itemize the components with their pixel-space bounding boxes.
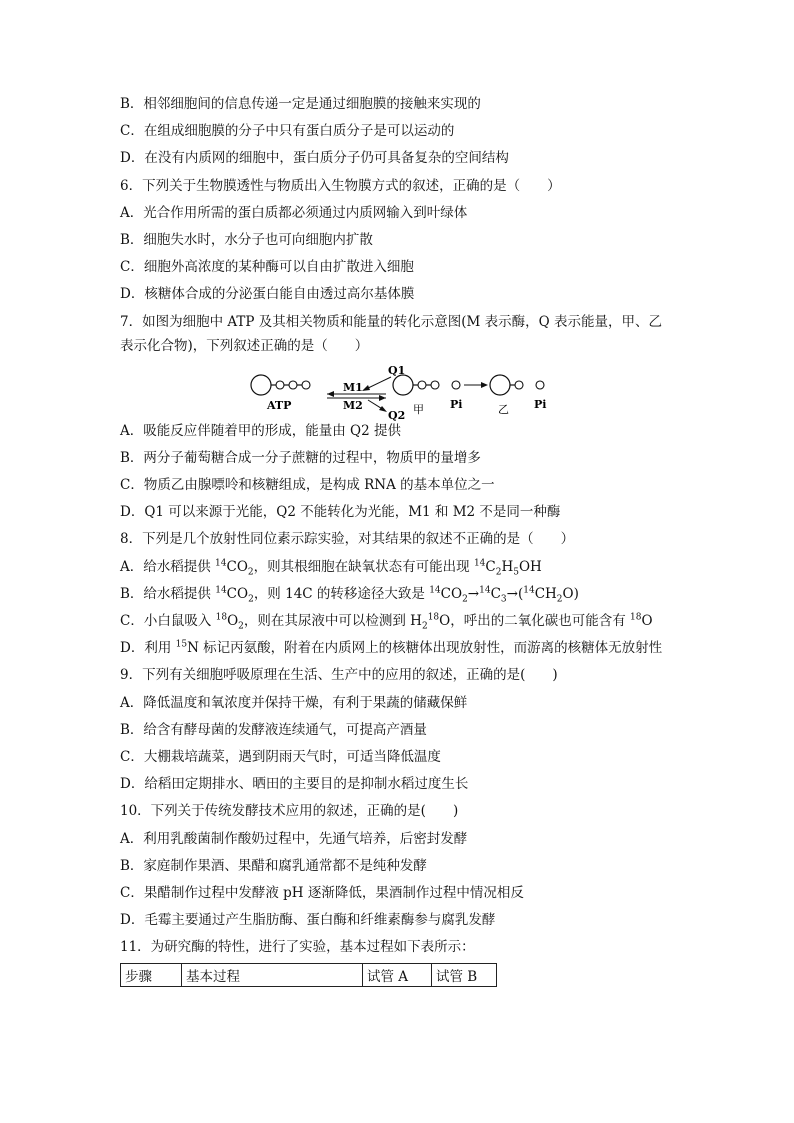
atp-diagram-svg xyxy=(248,363,568,421)
q8-option-d: D．利用 $^{15}$N 标记丙氨酸，附着在内质网上的核糖体出现放射性，而游离的核糖体无放射性 xyxy=(120,639,663,657)
q9-option-a: A．降低温度和氧浓度并保持干燥，有利于果蔬的储藏保鲜 xyxy=(120,694,468,711)
q10-option-c: C．果醋制作过程中发酵液 pH 逐渐降低，果酒制作过程中情况相反 xyxy=(120,884,524,901)
jia-label: 甲 xyxy=(413,402,424,416)
q6-option-d: D．核糖体合成的分泌蛋白能自由透过高尔基体膜 xyxy=(120,286,415,303)
m2-label: M2 xyxy=(343,398,363,412)
q6-option-a: A．光合作用所需的蛋白质都必须通过内质网输入到叶绿体 xyxy=(120,204,468,221)
q7-option-c: C．物质乙由腺嘌呤和核糖组成，是构成 RNA 的基本单位之一 xyxy=(120,477,495,494)
atp-phosphate-3 xyxy=(302,381,310,389)
q8-option-c: C．小白鼠吸入 $^{18}O_2$，则在其尿液中可以检测到 $H_2^{18}O$，呼出的二氧化碳也可能含有 $^{18}$O xyxy=(120,612,653,632)
q10-option-b: B．家庭制作果酒、果醋和腐乳通常都不是纯种发酵 xyxy=(120,857,427,874)
q2-label: Q2 xyxy=(388,408,406,421)
q7-option-d: D．Q1 可以来源于光能，Q2 不能转化为光能，M1 和 M2 不是同一种酶 xyxy=(120,504,561,521)
atp-conversion-diagram xyxy=(248,363,680,421)
q5-option-d: D．在没有内质网的细胞中，蛋白质分子仍可具备复杂的空间结构 xyxy=(120,150,509,167)
m1-label: M1 xyxy=(343,380,363,394)
table-header-cell: 基本过程 xyxy=(182,964,363,987)
q9-stem: 9．下列有关细胞呼吸原理在生活、生产中的应用的叙述，正确的是( ) xyxy=(120,667,558,684)
q6-option-b: B．细胞失水时，水分子也可向细胞内扩散 xyxy=(120,231,373,248)
q9-option-d: D．给稻田定期排水、晒田的主要目的是抑制水稻过度生长 xyxy=(120,776,469,793)
atp-adenosine-circle xyxy=(251,375,271,395)
q1-label: Q1 xyxy=(388,363,406,377)
yi-label: 乙 xyxy=(498,402,509,416)
q5-option-b: B．相邻细胞间的信息传递一定是通过细胞膜的接触来实现的 xyxy=(120,96,481,112)
q7-option-b: B．两分子葡萄糖合成一分子蔗糖的过程中，物质甲的量增多 xyxy=(120,449,481,466)
question-content xyxy=(120,94,680,987)
q6-option-c: C．细胞外高浓度的某种酶可以自由扩散进入细胞 xyxy=(120,259,414,276)
q11-stem: 11．为研究酶的特性，进行了实验，基本过程如下表所示： xyxy=(120,939,475,956)
q8-option-a: A．给水稻提供 $^{14}CO_2$，则其根细胞在缺氧状态有可能出现 $^{14}C_2H_5OH$ xyxy=(120,558,542,578)
q7-option-a: A．吸能反应伴随着甲的形成，能量由 Q2 提供 xyxy=(120,422,401,439)
pi-label-2: Pi xyxy=(534,397,547,411)
q10-option-a: A．利用乳酸菌制作酸奶过程中，先通气培养，后密封发酵 xyxy=(120,830,468,847)
q6-stem: 6．下列关于生物膜透性与物质出入生物膜方式的叙述，正确的是（ ） xyxy=(120,177,561,194)
q10-stem: 10．下列关于传统发酵技术应用的叙述，正确的是( ) xyxy=(120,803,459,820)
jia-adenosine-circle xyxy=(393,375,413,395)
atp-phosphate-2 xyxy=(289,381,297,389)
yi-adenosine-circle xyxy=(490,375,510,395)
q7-stem-line1: 7．如图为细胞中 ATP 及其相关物质和能量的转化示意图(M 表示酶，Q 表示能量，甲、乙 xyxy=(120,313,663,330)
q8-stem: 8．下列是几个放射性同位素示踪实验，对其结果的叙述不正确的是（ ） xyxy=(120,531,575,548)
table-header-cell: 试管 A xyxy=(363,964,432,987)
q9-option-c: C．大棚栽培蔬菜，遇到阴雨天气时，可适当降低温度 xyxy=(120,748,441,765)
table-header-cell: 试管 B xyxy=(432,964,497,987)
q7-stem-line2: 表示化合物)，下列叙述正确的是（ ） xyxy=(120,337,369,354)
table-header-row xyxy=(121,964,497,987)
q5-option-c: C．在组成细胞膜的分子中只有蛋白质分子是可以运动的 xyxy=(120,123,455,140)
atp-phosphate-1 xyxy=(276,381,284,389)
q10-option-d: D．毛霉主要通过产生脂肪酶、蛋白酶和纤维素酶参与腐乳发酵 xyxy=(120,912,496,929)
q8-option-b: B．给水稻提供 $^{14}CO_2$，则 14C 的转移途径大致是 $^{14}CO_2\to^{14}C_3\to(^{14}CH_2O)$ xyxy=(120,585,579,605)
q11-steps-table xyxy=(120,963,497,987)
pi-circle-2 xyxy=(536,381,544,389)
table-header-cell: 步骤 xyxy=(121,964,182,987)
pi-label-1: Pi xyxy=(450,397,463,411)
atp-label: ATP xyxy=(267,398,292,412)
q9-option-b: B．给含有酵母菌的发酵液连续通气，可提高产酒量 xyxy=(120,721,427,738)
pi-circle-1 xyxy=(452,381,460,389)
